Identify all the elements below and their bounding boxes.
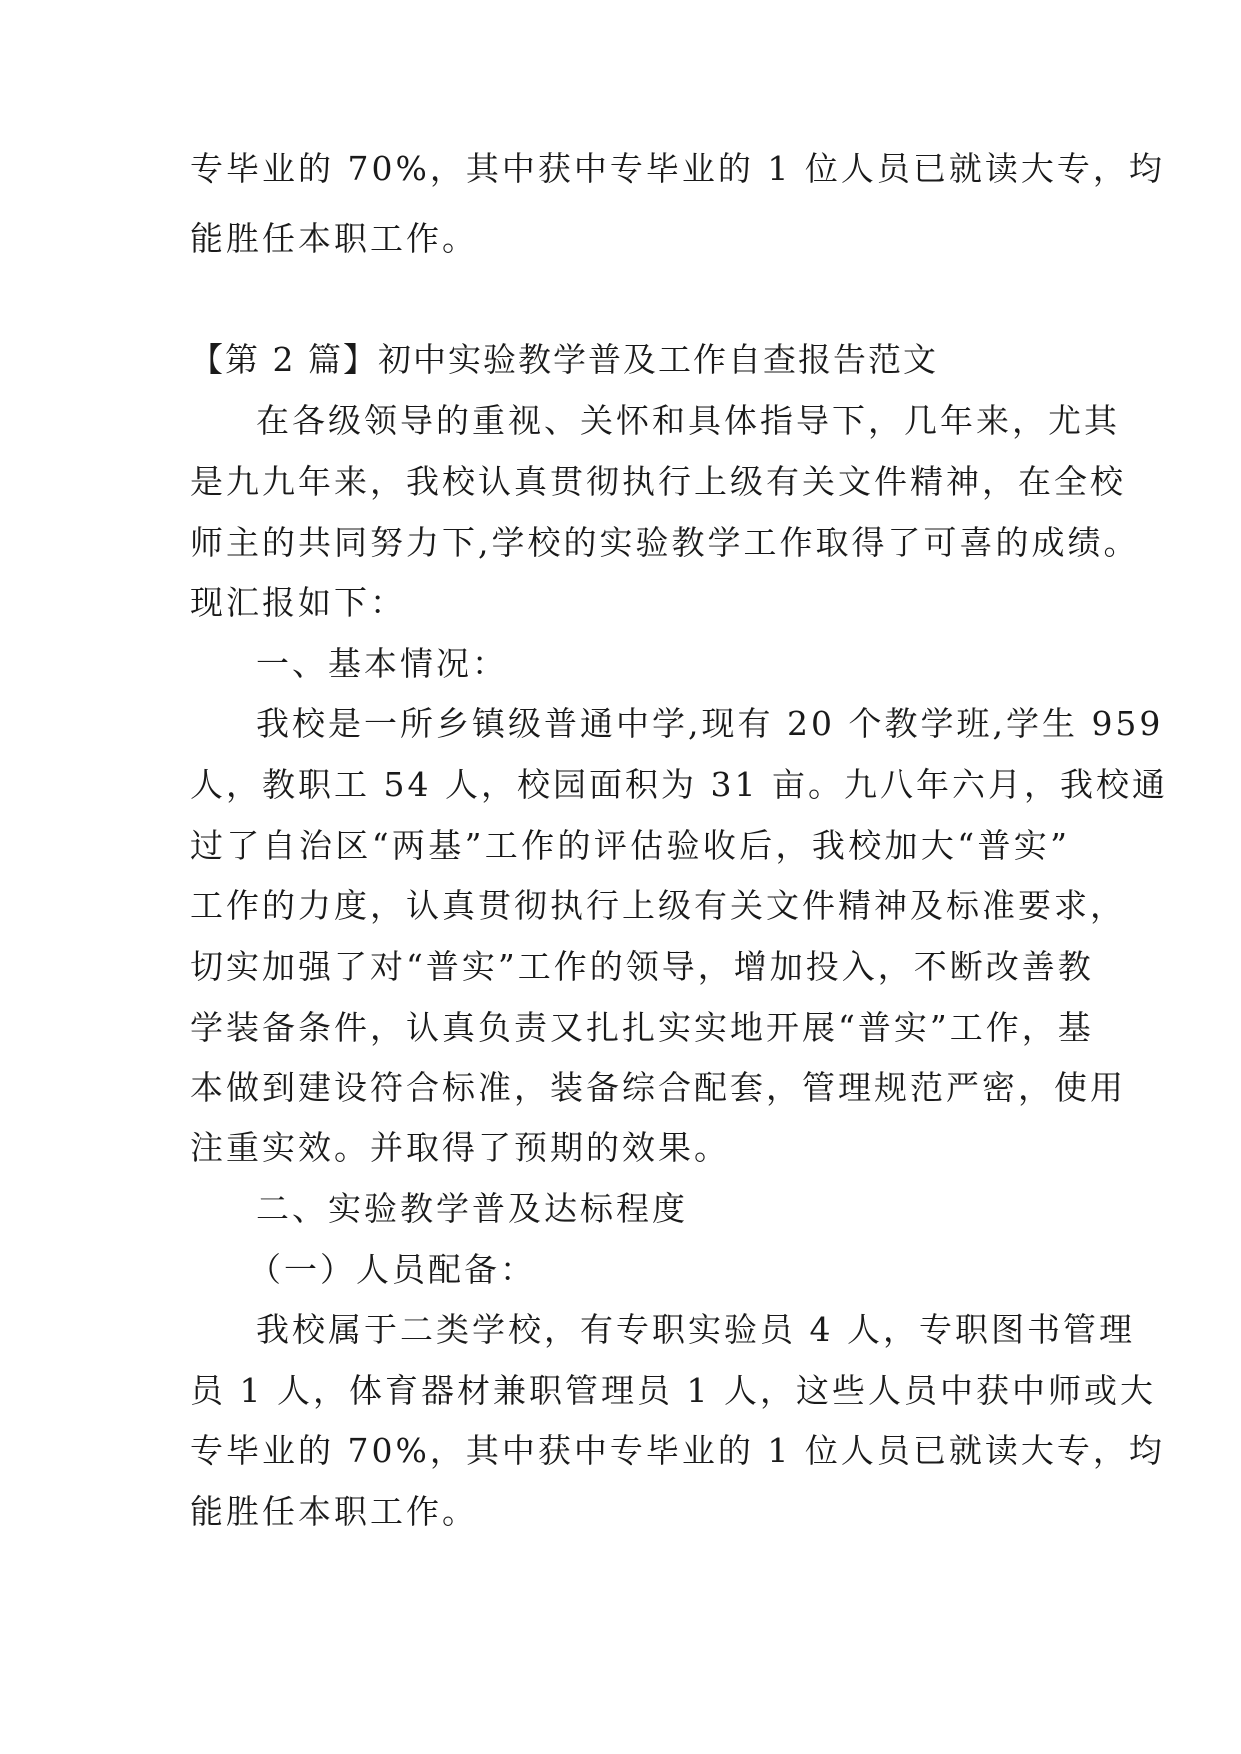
article-heading: 【第 2 篇】初中实验教学普及工作自查报告范文 <box>190 340 938 379</box>
paragraph-line: 人，教职工 54 人，校园面积为 31 亩。九八年六月，我校通 <box>190 765 1168 804</box>
section-heading: 一、基本情况： <box>256 644 508 683</box>
paragraph-line: 能胜任本职工作。 <box>190 219 478 258</box>
paragraph-line: 注重实效。并取得了预期的效果。 <box>190 1128 730 1167</box>
section-heading: 二、实验教学普及达标程度 <box>256 1189 688 1228</box>
paragraph-line: 能胜任本职工作。 <box>190 1492 478 1531</box>
paragraph-line: 我校是一所乡镇级普通中学,现有 20 个教学班,学生 959 <box>256 704 1164 743</box>
paragraph-line: 过了自治区“两基”工作的评估验收后，我校加大“普实” <box>190 826 1070 865</box>
paragraph-line: 在各级领导的重视、关怀和具体指导下，几年来，尤其 <box>256 401 1120 440</box>
paragraph-line: 切实加强了对“普实”工作的领导，增加投入，不断改善教 <box>190 947 1094 986</box>
paragraph-line: 专毕业的 70%，其中获中专毕业的 1 位人员已就读大专，均 <box>190 1431 1165 1470</box>
paragraph-line: 师主的共同努力下,学校的实验教学工作取得了可喜的成绩。 <box>190 523 1140 562</box>
paragraph-line: 是九九年来，我校认真贯彻执行上级有关文件精神，在全校 <box>190 462 1126 501</box>
paragraph-line: 我校属于二类学校，有专职实验员 4 人，专职图书管理 <box>256 1310 1135 1349</box>
paragraph-line: 工作的力度，认真贯彻执行上级有关文件精神及标准要求， <box>190 886 1126 925</box>
paragraph-line: 员 1 人，体育器材兼职管理员 1 人，这些人员中获中师或大 <box>190 1371 1156 1410</box>
paragraph-line: 本做到建设符合标准，装备综合配套，管理规范严密，使用 <box>190 1068 1126 1107</box>
subsection-heading: （一）人员配备： <box>248 1250 536 1289</box>
paragraph-line: 专毕业的 70%，其中获中专毕业的 1 位人员已就读大专，均 <box>190 149 1165 188</box>
paragraph-line: 学装备条件，认真负责又扎扎实实地开展“普实”工作，基 <box>190 1008 1094 1047</box>
paragraph-line: 现汇报如下： <box>190 583 406 622</box>
